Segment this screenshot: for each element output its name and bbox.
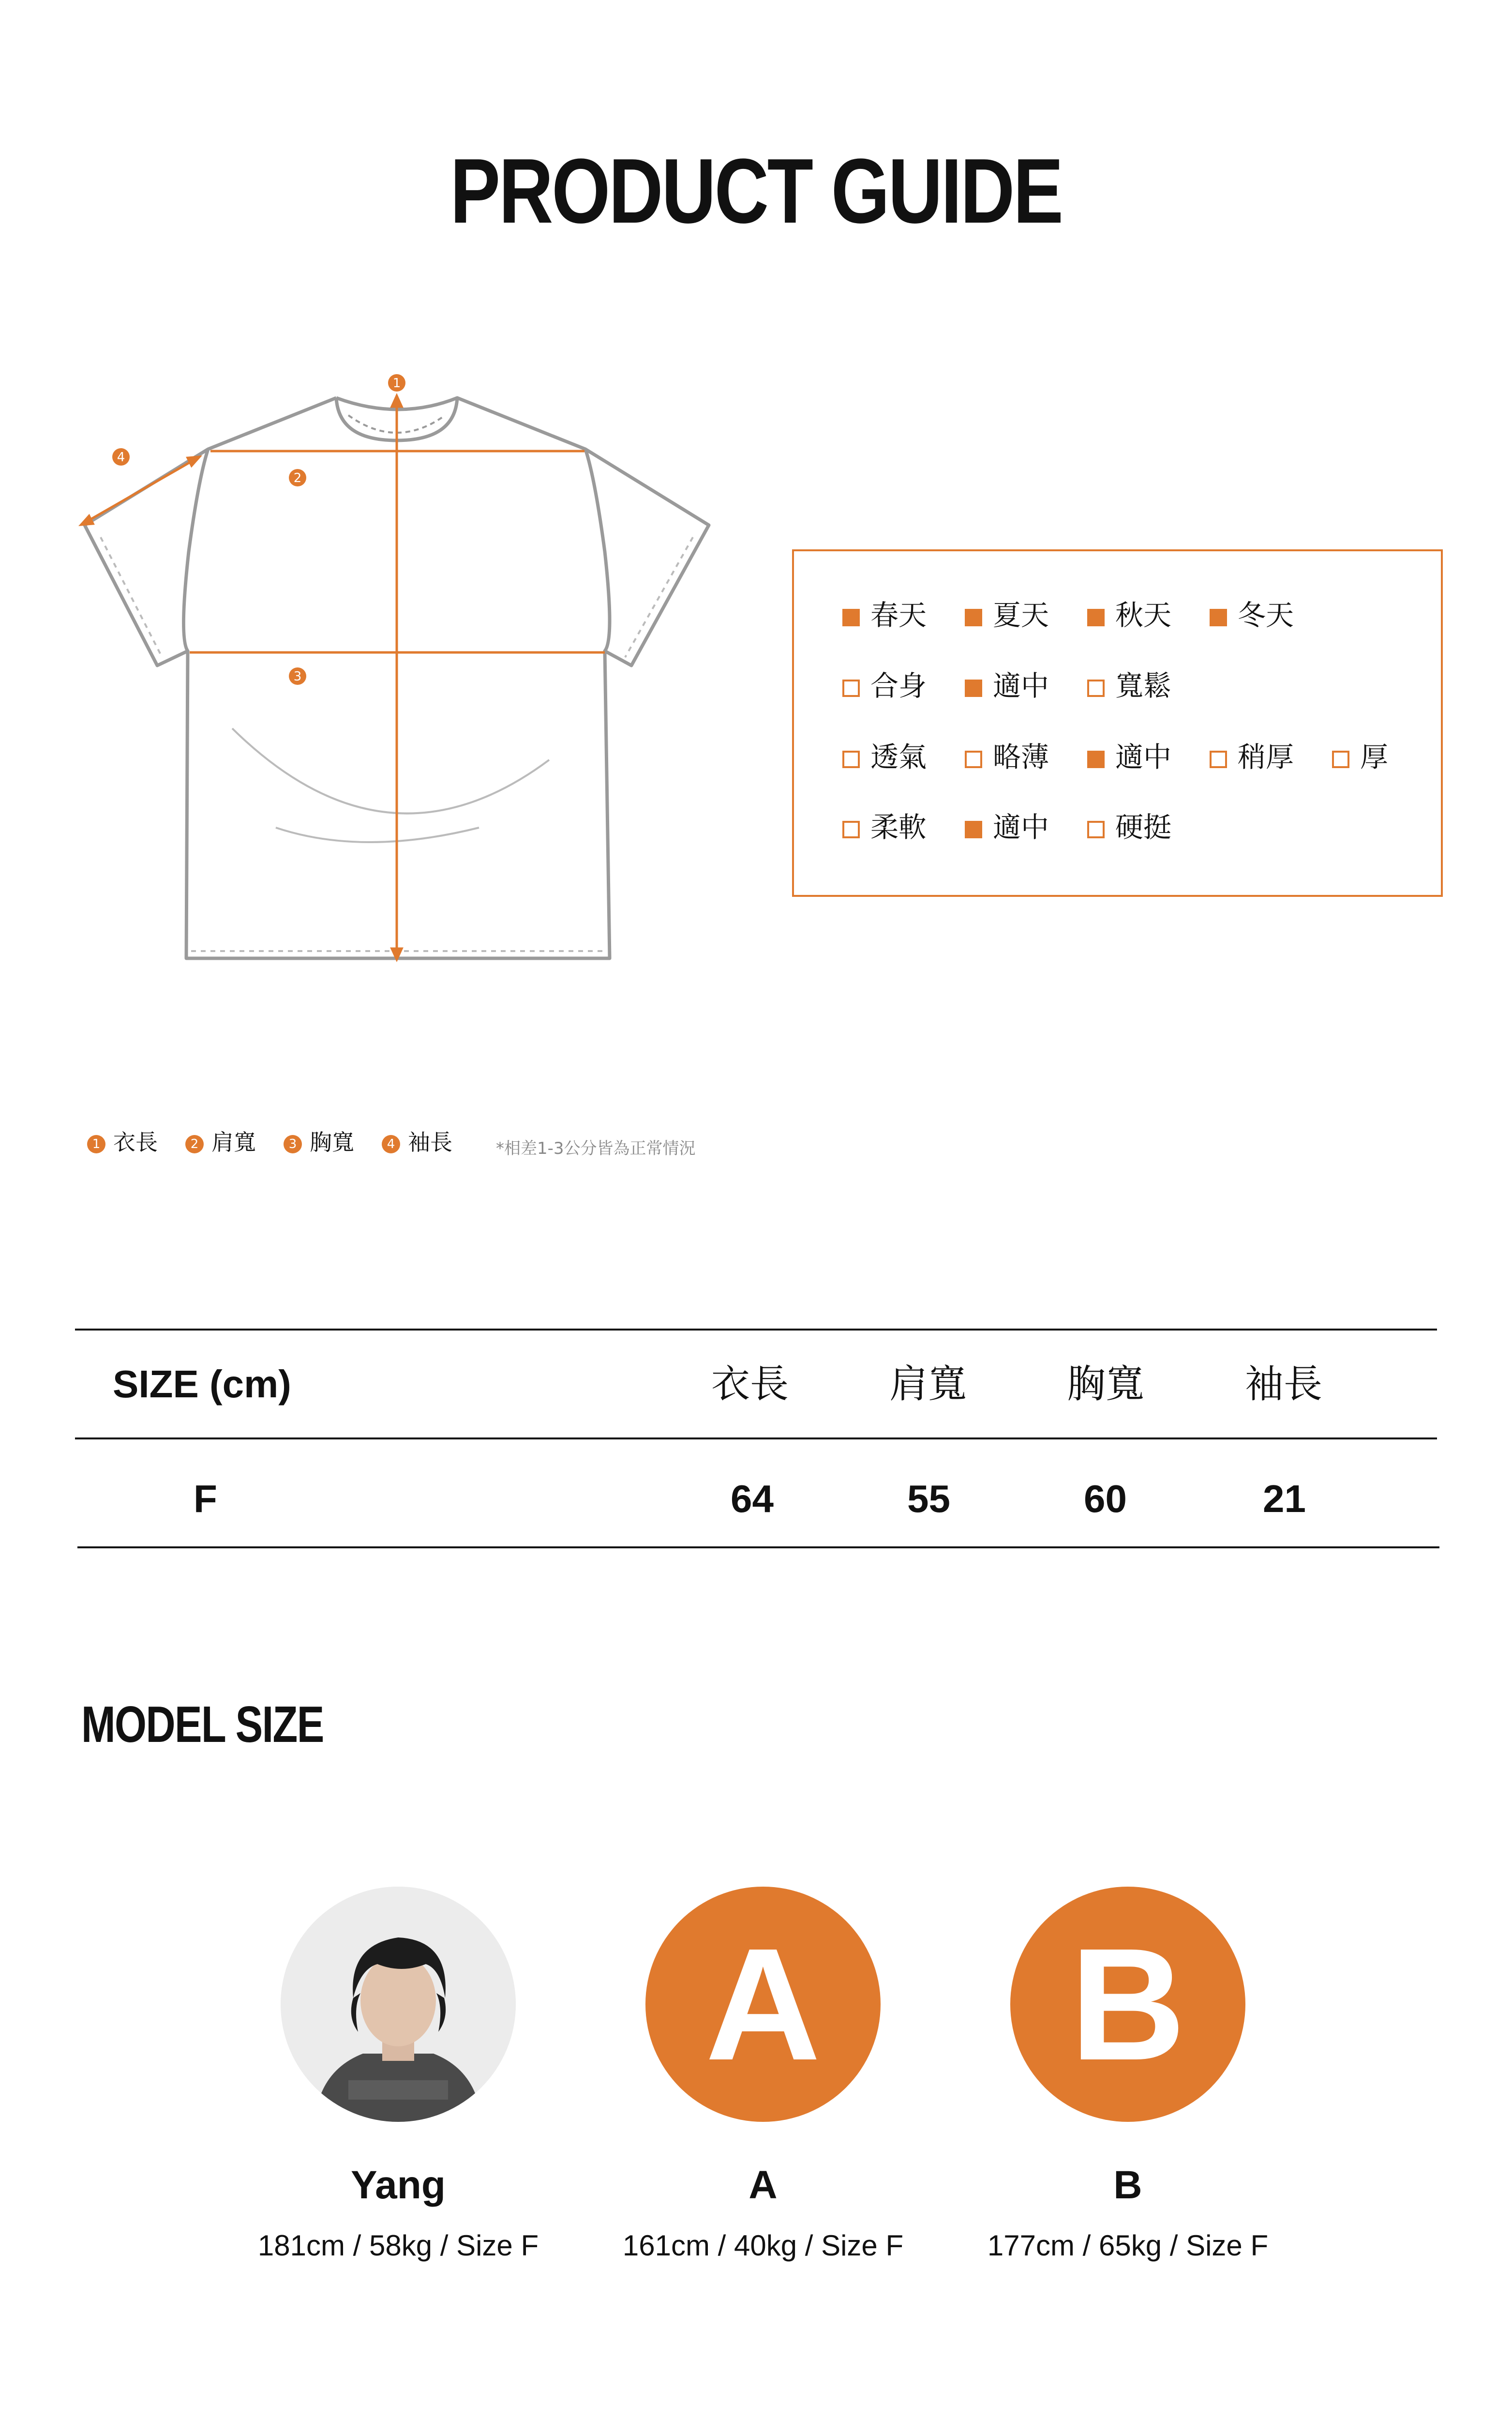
legend-item: 4 袖長 (382, 1128, 452, 1157)
attr-item: 稍厚 (1210, 738, 1294, 776)
unchecked-square-icon (1332, 751, 1349, 768)
attr-item: 寬鬆 (1087, 666, 1171, 705)
table-cell-size: F (194, 1477, 217, 1520)
model-name: A (749, 2163, 778, 2207)
table-cell-chest: 60 (1084, 1477, 1127, 1520)
attr-item: 夏天 (965, 596, 1049, 635)
unchecked-square-icon (1210, 751, 1227, 768)
table-cell-sleeve: 21 (1263, 1477, 1306, 1520)
table-header-chest: 胸寬 (1067, 1361, 1144, 1407)
avatar (281, 1887, 516, 2122)
checked-square-icon (965, 680, 982, 697)
checked-square-icon (1087, 751, 1105, 768)
badge-3: 3 (293, 669, 302, 684)
avatar: A (645, 1887, 881, 2122)
unchecked-square-icon (1087, 680, 1105, 697)
model-name: Yang (351, 2163, 446, 2207)
checked-square-icon (842, 609, 860, 626)
badge-icon: 3 (284, 1135, 302, 1153)
model-name: B (1113, 2163, 1142, 2207)
unchecked-square-icon (842, 680, 860, 697)
table-header-shoulder: 肩寬 (889, 1361, 967, 1407)
table-divider (75, 1437, 1437, 1439)
attr-item: 略薄 (965, 738, 1049, 776)
fabric-attributes-box (792, 549, 1443, 897)
attr-item: 春天 (842, 596, 927, 635)
table-header-sleeve: 袖長 (1245, 1361, 1322, 1407)
table-divider (77, 1546, 1439, 1548)
badge-icon: 4 (382, 1135, 400, 1153)
badge-2: 2 (293, 471, 302, 485)
checked-square-icon (1087, 609, 1105, 626)
table-header-size: SIZE (cm) (113, 1362, 291, 1406)
model-photo-icon (281, 1887, 516, 2122)
legend-item: 2 肩寬 (185, 1128, 256, 1157)
table-header-length: 衣長 (711, 1361, 789, 1407)
attr-item: 適中 (965, 666, 1049, 705)
badge-4: 4 (117, 450, 125, 465)
legend-item: 3 胸寬 (284, 1128, 354, 1157)
legend-item: 1 衣長 (87, 1128, 158, 1157)
unchecked-square-icon (842, 821, 860, 838)
tolerance-note: *相差1-3公分皆為正常情況 (496, 1139, 696, 1158)
avatar: B (1010, 1887, 1245, 2122)
unchecked-square-icon (1087, 821, 1105, 838)
model-size-title: MODEL SIZE (81, 1696, 324, 1753)
checked-square-icon (965, 821, 982, 838)
attr-item: 厚 (1332, 738, 1388, 776)
model-spec: 161cm / 40kg / Size F (622, 2229, 904, 2262)
tshirt-measurement-diagram (73, 368, 716, 987)
model-spec: 177cm / 65kg / Size F (987, 2229, 1269, 2262)
attr-item: 秋天 (1087, 596, 1171, 635)
table-divider (75, 1329, 1437, 1331)
page-title: PRODUCT GUIDE (450, 140, 1062, 242)
badge-icon: 2 (185, 1135, 204, 1153)
checked-square-icon (1210, 609, 1227, 626)
attr-item: 合身 (842, 666, 927, 705)
model-spec: 181cm / 58kg / Size F (257, 2229, 539, 2262)
unchecked-square-icon (965, 751, 982, 768)
table-cell-length: 64 (731, 1477, 774, 1520)
unchecked-square-icon (842, 751, 860, 768)
badge-1: 1 (392, 376, 401, 391)
attr-item: 適中 (965, 808, 1049, 847)
attr-item: 透氣 (842, 738, 927, 776)
attr-item: 適中 (1087, 738, 1171, 776)
checked-square-icon (965, 609, 982, 626)
table-cell-shoulder: 55 (907, 1477, 950, 1520)
attr-item: 冬天 (1210, 596, 1294, 635)
badge-icon: 1 (87, 1135, 105, 1153)
attr-item: 硬挺 (1087, 808, 1171, 847)
attr-item: 柔軟 (842, 808, 927, 847)
